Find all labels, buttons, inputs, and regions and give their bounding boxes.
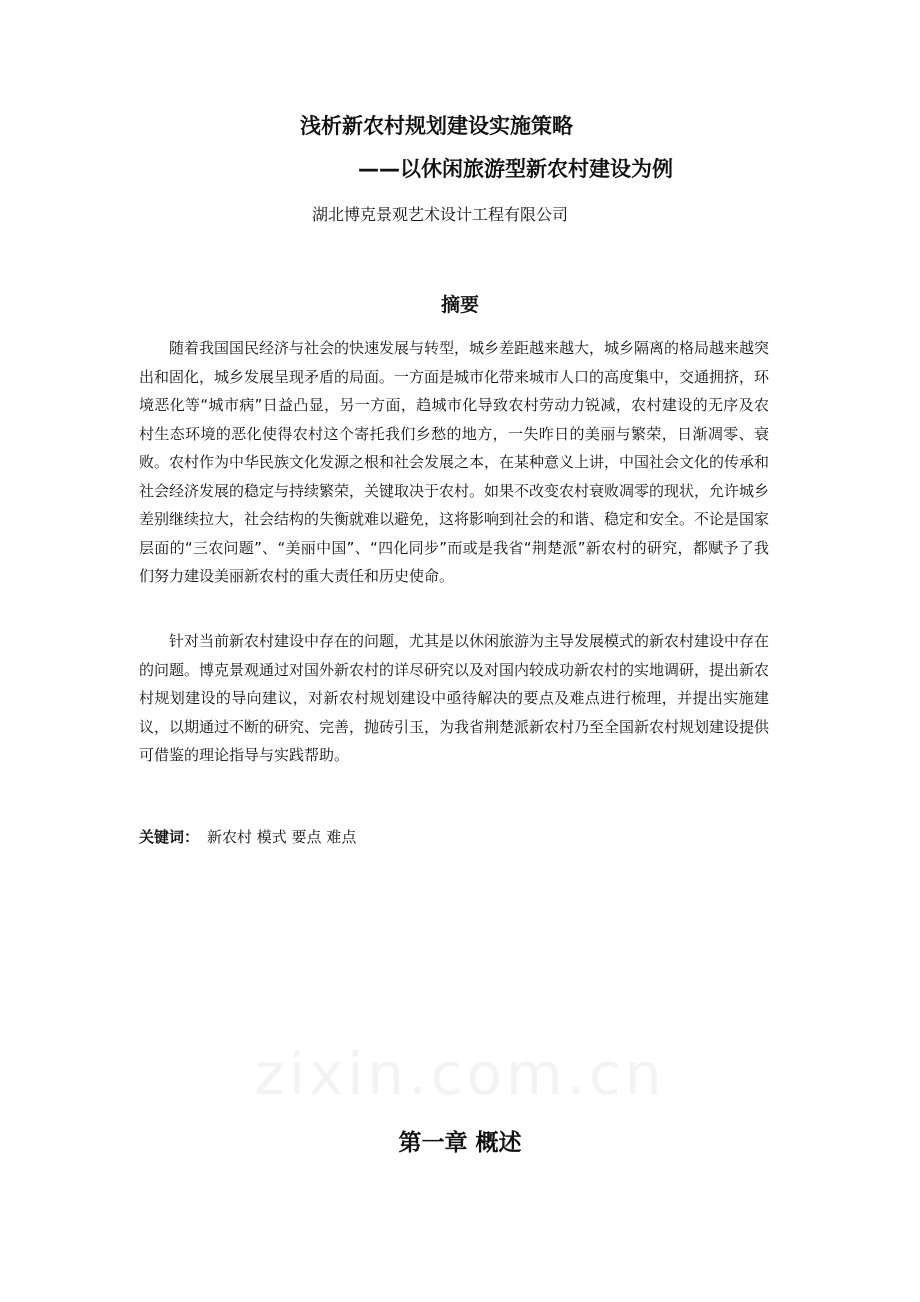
keywords-line [139,826,356,847]
chapter-heading: 第一章 概述 [398,1130,522,1156]
company-name: 湖北博克景观艺术设计工程有限公司 [312,205,569,224]
abstract-paragraph-1: 随着我国国民经济与社会的快速发展与转型，城乡差距越来越大，城乡隔离的格局越来越突出和固化，城乡发展呈现矛盾的局面。一方面是城市化带来城市人口的高度集中，交通拥挤，环境恶化等“城市病”日益凸显，另一方面，趋城市化导致农村劳动力锐减，农村建设的无序及农村生态环境的恶化使得农村这个寄托我们乡愁的地方，一失昨日的美丽与繁荣，日渐凋零、衰败。农村作为中华民族文化发源之根和社会发展之本，在某种意义上讲，中国社会文化的传承和社会经济发展的稳定与持续繁荣，关键取决于农村。如果不改变农村衰败凋零的现状，允许城乡差别继续拉大，社会结构的失衡就难以避免，这将影响到社会的和谐、稳定和安全。不论是国家层面的“三农问题”、“美丽中国”、“四化同步”而或是我省“荆楚派”新农村的研究，都赋予了我们努力建设美丽新农村的重大责任和历史使命。 [139,339,770,585]
document-subtitle: ——以休闲旅游型新农村建设为例 [358,157,673,181]
document-title: 浅析新农村规划建设实施策略 [300,114,573,138]
abstract-heading: 摘要 [440,294,479,316]
abstract-paragraph-2: 针对当前新农村建设中存在的问题，尤其是以休闲旅游为主导发展模式的新农村建设中存在的问题。博克景观通过对国外新农村的详尽研究以及对国内较成功新农村的实地调研，提出新农村规划建设的导向建议，对新农村规划建设中亟待解决的要点及难点进行梳理，并提出实施建议，以期通过不断的研究、完善，抛砖引玉，为我省荆楚派新农村乃至全国新农村规划建设提供可借鉴的理论指导与实践帮助。 [139,632,770,764]
watermark [0,1040,920,1108]
keywords-label: 关键词： [139,828,200,846]
keywords-value: 新农村 模式 要点 难点 [207,828,357,846]
